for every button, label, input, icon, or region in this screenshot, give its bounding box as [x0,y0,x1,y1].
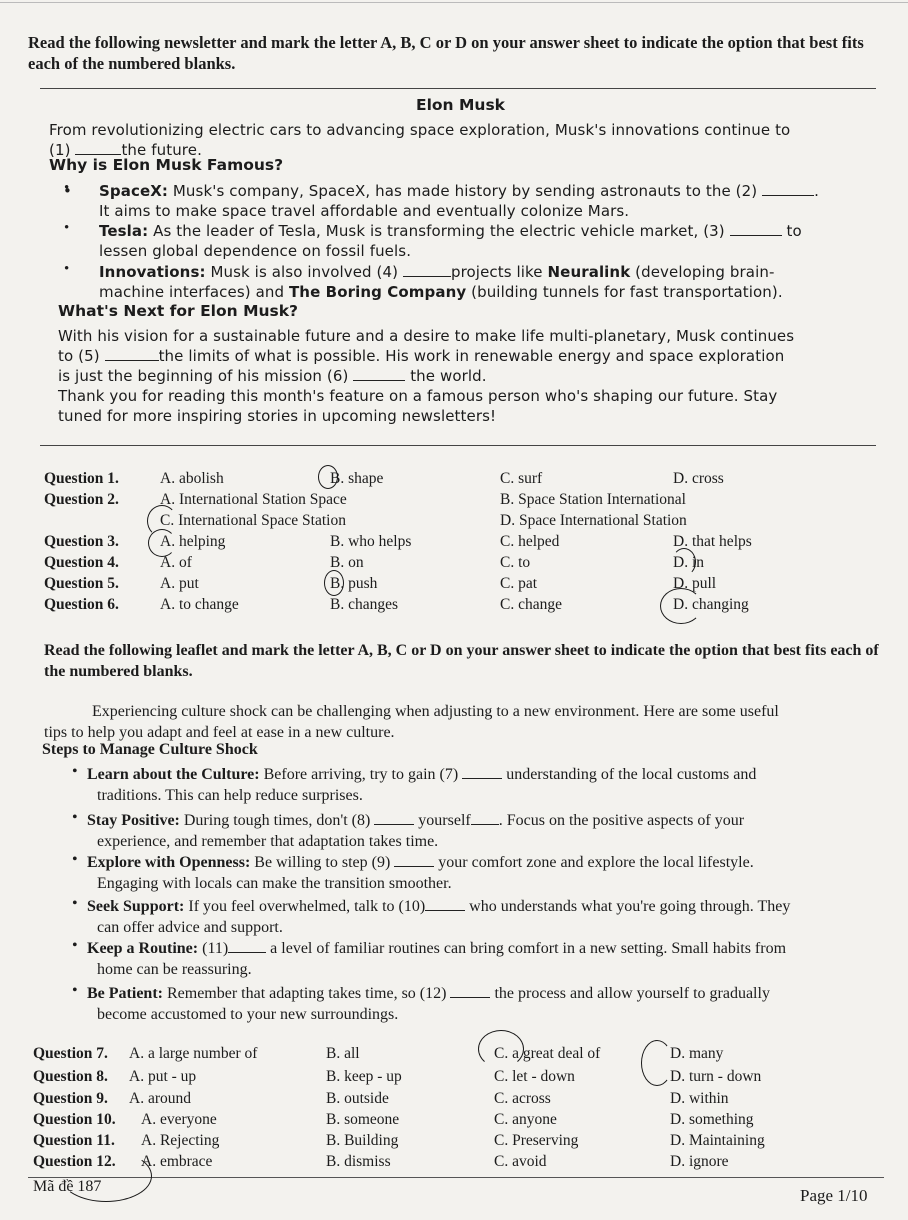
option-b: B. dismiss [326,1153,391,1170]
instructions-leaflet: Read the following leaflet and mark the letter A, B, C or D on your answer sheet to indicate the option that best fits each of the numbered blanks. [44,642,879,680]
option-a: A. to change [160,596,239,613]
blank-4 [403,275,451,277]
option-a: A. put - up [129,1068,197,1085]
bullet-dot: • [64,180,70,196]
item-stay: Stay Positive: During tough times, don't (8) yourself . Focus on the positive aspects of your experience, and remember that adaptation takes time. [87,812,745,850]
option-c: C. change [500,596,562,613]
option-b: B. Building [326,1132,399,1149]
bullet-innovations: Innovations: Musk is also involved (4) projects like Neuralink (developing brain- machine interfaces) and The Boring Company (building tunnels for fast transportation). [99,263,783,301]
blank-1 [75,153,121,155]
option-b: B. outside [326,1090,389,1107]
item-patient: Be Patient: Remember that adapting takes time, so (12) the process and allow yourself to gradually become accustomed to your new surroundings. [87,985,770,1023]
option-b: B. keep - up [326,1068,402,1085]
option-a: A. International Station Space [160,491,347,508]
answer-mark-q3 [148,529,176,557]
question-label: Question 11. [33,1132,115,1149]
option-c: C. to [500,554,531,571]
page-number: Page 1/10 [800,1186,868,1205]
heading-next: What's Next for Elon Musk? [58,302,299,320]
blank-11 [228,951,266,953]
bullet-dot: • [64,220,70,236]
exam-code: Mã đề 187 [33,1178,102,1195]
option-b: B. someone [326,1111,400,1128]
bullet-tesla: Tesla: As the leader of Tesla, Musk is transforming the electric vehicle market, (3) to lessen global dependence on fossil fuels. [99,222,802,260]
answer-mark-q7 [478,1030,524,1068]
newsletter-intro: From revolutionizing electric cars to advancing space exploration, Musk's innovations continue to (1) the future. [49,121,791,159]
option-a: A. put [160,575,199,592]
bullet-dot: • [72,851,78,868]
option-c: C. anyone [494,1111,557,1128]
top-rule [0,2,908,3]
option-d: D. ignore [670,1153,729,1170]
option-a: A. everyone [141,1111,217,1128]
blank-10 [425,909,465,911]
answer-mark-q1 [318,465,338,489]
option-a: A. abolish [160,470,224,487]
option-a: A. Rejecting [141,1132,220,1149]
bullet-dot: • [72,895,78,912]
heading-famous: Why is Elon Musk Famous? [49,156,284,174]
question-label: Question 2. [44,491,119,508]
blank-7 [462,777,502,779]
bullet-dot: • [72,982,78,999]
answer-mark-q4 [672,548,696,576]
option-c: C. avoid [494,1153,547,1170]
question-label: Question 3. [44,533,119,550]
blank-2 [762,194,814,196]
option-c: C. a great deal of [494,1045,601,1062]
newsletter-title: Elon Musk [416,96,505,114]
option-d: D. in [673,554,704,571]
option-d: D. Maintaining [670,1132,765,1149]
leaflet-heading: Steps to Manage Culture Shock [42,741,258,758]
option-d: D. pull [673,575,717,592]
question-label: Question 5. [44,575,119,592]
option-b: B. Space Station International [500,491,686,508]
footer-rule [28,1177,884,1178]
option-c: C. pat [500,575,538,592]
blank-8a [374,823,414,825]
question-label: Question 12. [33,1153,116,1170]
question-label: Question 8. [33,1068,108,1085]
question-label: Question 4. [44,554,119,571]
question-label: Question 1. [44,470,119,487]
leaflet-intro: Experiencing culture shock can be challenging when adjusting to a new environment. Here are some useful tips to help you adapt and feel at ease in a new culture. [44,703,779,741]
instructions-newsletter: Read the following newsletter and mark the letter A, B, C or D on your answer sheet to indicate the option that best fits each of the numbered blanks. [28,33,864,73]
option-d: D. that helps [673,533,752,550]
option-d: D. cross [673,470,724,487]
option-b: B. who helps [330,533,412,550]
option-d: D. turn - down [670,1068,762,1085]
blank-8b [471,823,499,825]
blank-6 [353,379,405,381]
newsletter-next: With his vision for a sustainable future and a desire to make life multi-planetary, Musk continues to (5) the limits of what is possible. His work in renewable energy and space exploration is just the beginning of his mission (6) the world. Thank you for reading this month's feature on a famous person who's shaping our future. Stay tuned for more inspiring stories in upcoming newsletters! [58,327,795,425]
bullet-dot: • [72,809,78,826]
bullet-dot: • [72,937,78,954]
option-c: C. surf [500,470,543,487]
blank-9 [394,865,434,867]
option-a: A. of [160,554,192,571]
answer-mark-q12 [60,1150,152,1202]
question-label: Question 7. [33,1045,108,1062]
question-label: Question 6. [44,596,119,613]
answer-mark-q5 [324,570,344,596]
option-b: B. all [326,1045,360,1062]
blank-3 [730,234,782,236]
option-a: A. a large number of [129,1045,258,1062]
bullet-spacex: SpaceX: Musk's company, SpaceX, has made history by sending astronauts to the (2) . It aims to make space travel affordable and eventually colonize Mars. [99,182,819,220]
option-d: D. changing [673,596,749,613]
option-a: A. around [129,1090,191,1107]
option-d: D. within [670,1090,729,1107]
option-d: D. something [670,1111,754,1128]
option-b: B. push [330,575,378,592]
option-b: B. shape [330,470,384,487]
option-c: C. across [494,1090,551,1107]
option-a: A. helping [160,533,226,550]
blank-5 [105,359,159,361]
item-explore: Explore with Openness: Be willing to step (9) your comfort zone and explore the local lifestyle. Engaging with locals can make the transition smoother. [87,854,754,892]
option-c: C. let - down [494,1068,575,1085]
blank-12 [450,996,490,998]
option-c: C. helped [500,533,560,550]
option-b: B. on [330,554,364,571]
answer-mark-q6 [660,588,702,624]
item-learn: Learn about the Culture: Before arriving, try to gain (7) understanding of the local customs and traditions. This can help reduce surprises. [87,766,757,804]
option-a: A. embrace [141,1153,213,1170]
option-b: B. changes [330,596,399,613]
option-d: D. many [670,1045,724,1062]
bullet-dot: • [72,763,78,780]
option-c: C. Preserving [494,1132,579,1149]
item-seek: Seek Support: If you feel overwhelmed, talk to (10) who understands what you're going through. They can offer advice and support. [87,898,791,936]
option-d: D. Space International Station [500,512,687,529]
bullet-dot: • [64,261,70,277]
item-keep: Keep a Routine: (11) a level of familiar routines can bring comfort in a new setting. Small habits from home can be reassuring. [87,940,787,978]
question-label: Question 9. [33,1090,108,1107]
answer-mark-q8 [641,1040,673,1086]
question-label: Question 10. [33,1111,116,1128]
option-c: C. International Space Station [160,512,346,529]
